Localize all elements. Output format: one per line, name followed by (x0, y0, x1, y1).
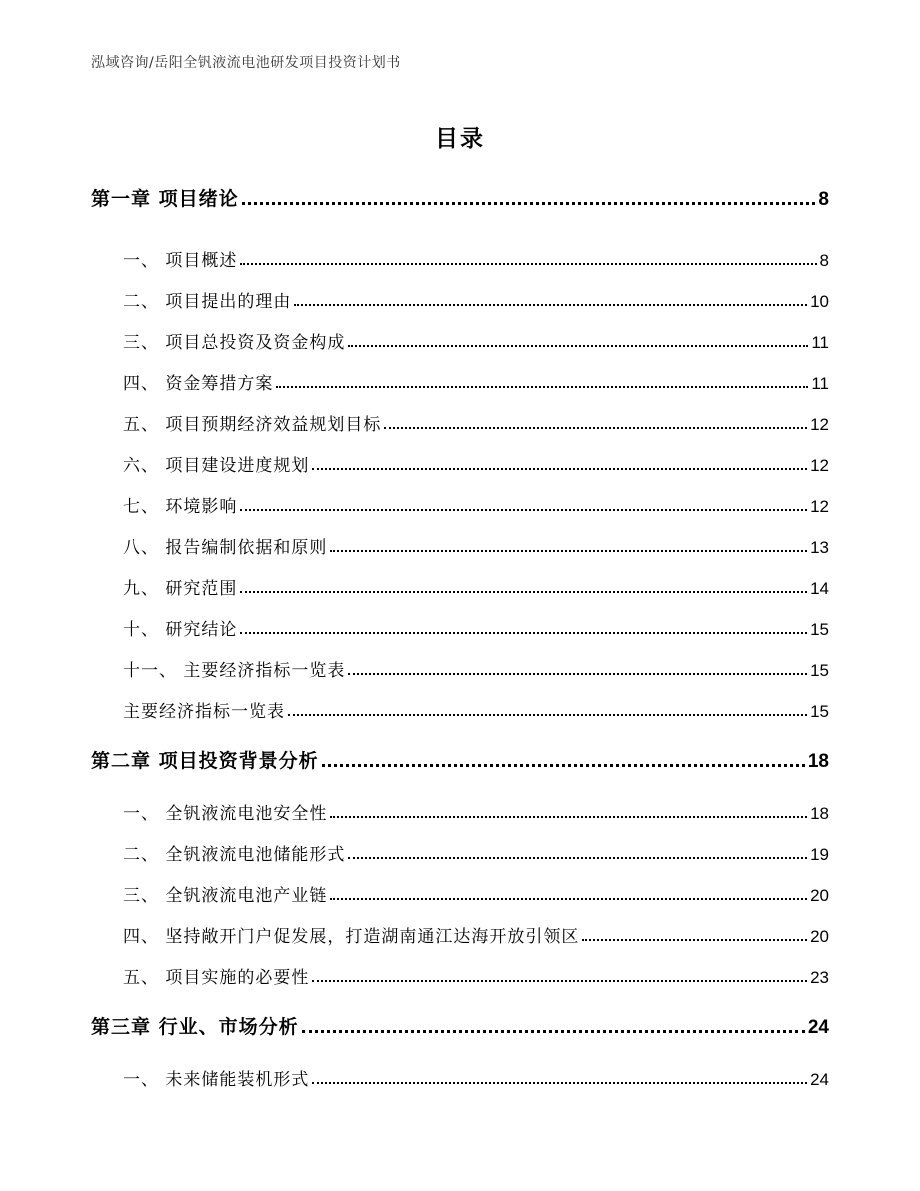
toc-entry-label: 五、 项目预期经济效益规划目标 (123, 415, 382, 435)
toc-entry-label: 九、 研究范围 (123, 579, 238, 599)
toc-page-number: 8 (818, 189, 829, 210)
toc-section[interactable] (91, 573, 829, 599)
dot-leader (384, 427, 807, 429)
toc-section[interactable] (91, 245, 829, 271)
toc-section[interactable] (91, 409, 829, 435)
dot-leader (240, 591, 807, 593)
toc-entry-label: 第一章 项目绪论 (91, 188, 239, 210)
toc-chapter[interactable] (91, 183, 829, 211)
dot-leader (348, 857, 807, 859)
toc-section[interactable] (91, 532, 829, 558)
toc-chapter[interactable] (91, 1011, 829, 1039)
toc-entry-label: 主要经济指标一览表 (123, 702, 285, 722)
dot-leader (330, 898, 807, 900)
toc-section[interactable] (91, 880, 829, 906)
toc-page-number: 13 (810, 538, 829, 557)
toc-page-number: 19 (810, 845, 829, 864)
toc-section[interactable] (91, 450, 829, 476)
toc-entry-label: 十、 研究结论 (123, 620, 238, 640)
toc-entry-label: 三、 项目总投资及资金构成 (123, 333, 346, 353)
toc-entry-label: 二、 全钒液流电池储能形式 (123, 845, 346, 865)
toc-entry-label: 第三章 行业、市场分析 (91, 1016, 299, 1038)
dot-leader (312, 468, 807, 470)
dot-leader (348, 345, 808, 347)
toc-page-number: 15 (810, 702, 829, 721)
toc-page-number: 10 (810, 292, 829, 311)
toc-section[interactable] (91, 839, 829, 865)
toc-page-number: 24 (810, 1070, 829, 1089)
toc-section[interactable] (91, 921, 829, 947)
dot-leader (312, 1082, 807, 1084)
toc-page-number: 18 (807, 751, 829, 772)
toc-page-number: 12 (810, 497, 829, 516)
toc-entry-label: 二、 项目提出的理由 (123, 292, 292, 312)
dot-leader (348, 673, 807, 675)
toc-page-number: 24 (807, 1017, 829, 1038)
dot-leader (240, 263, 816, 265)
dot-leader (312, 980, 807, 982)
dot-leader (582, 939, 807, 941)
toc-section[interactable] (91, 327, 829, 353)
toc-page-number: 11 (811, 374, 829, 393)
toc-page-number: 12 (810, 415, 829, 434)
toc-page-number: 8 (819, 251, 829, 270)
toc-entry-label: 一、 全钒液流电池安全性 (123, 804, 328, 824)
toc-page-number: 20 (810, 886, 829, 905)
dot-leader (288, 714, 807, 716)
toc-section[interactable] (91, 655, 829, 681)
toc-entry-label: 一、 项目概述 (123, 251, 238, 271)
toc-section[interactable] (91, 491, 829, 517)
toc-page-number: 14 (810, 579, 829, 598)
toc-section[interactable] (91, 696, 829, 722)
dot-leader (294, 304, 807, 306)
toc-title: 目录 (435, 126, 485, 152)
toc-entry-label: 一、 未来储能装机形式 (123, 1070, 310, 1090)
dot-leader (302, 1030, 805, 1033)
dot-leader (242, 202, 816, 205)
toc-section[interactable] (91, 614, 829, 640)
toc-page-number: 18 (810, 804, 829, 823)
toc-section[interactable] (91, 798, 829, 824)
toc-page-number: 15 (810, 620, 829, 639)
dot-leader (322, 764, 805, 767)
toc-section[interactable] (91, 1064, 829, 1090)
toc-page-number: 23 (810, 968, 829, 987)
dot-leader (276, 386, 808, 388)
toc-section[interactable] (91, 962, 829, 988)
toc-chapter[interactable] (91, 745, 829, 773)
toc-entry-label: 五、 项目实施的必要性 (123, 968, 310, 988)
toc-page-number: 15 (810, 661, 829, 680)
toc-page-number: 11 (811, 333, 829, 352)
toc-page-number: 20 (810, 927, 829, 946)
toc-entry-label: 六、 项目建设进度规划 (123, 456, 310, 476)
toc-entry-label: 八、 报告编制依据和原则 (123, 538, 328, 558)
dot-leader (330, 550, 807, 552)
toc-entry-label: 三、 全钒液流电池产业链 (123, 886, 328, 906)
toc-entry-label: 七、 环境影响 (123, 497, 238, 517)
dot-leader (330, 816, 807, 818)
toc-entry-label: 第二章 项目投资背景分析 (91, 750, 319, 772)
toc-section[interactable] (91, 286, 829, 312)
dot-leader (240, 509, 807, 511)
toc-entry-label: 四、 坚持敞开门户促发展，打造湖南通江达海开放引领区 (123, 927, 580, 947)
dot-leader (240, 632, 807, 634)
document-header: 泓域咨询/岳阳全钒液流电池研发项目投资计划书 (91, 55, 401, 71)
toc-section[interactable] (91, 368, 829, 394)
toc-entry-label: 十一、 主要经济指标一览表 (123, 661, 346, 681)
toc-page-number: 12 (810, 456, 829, 475)
toc-entry-label: 四、 资金筹措方案 (123, 374, 274, 394)
